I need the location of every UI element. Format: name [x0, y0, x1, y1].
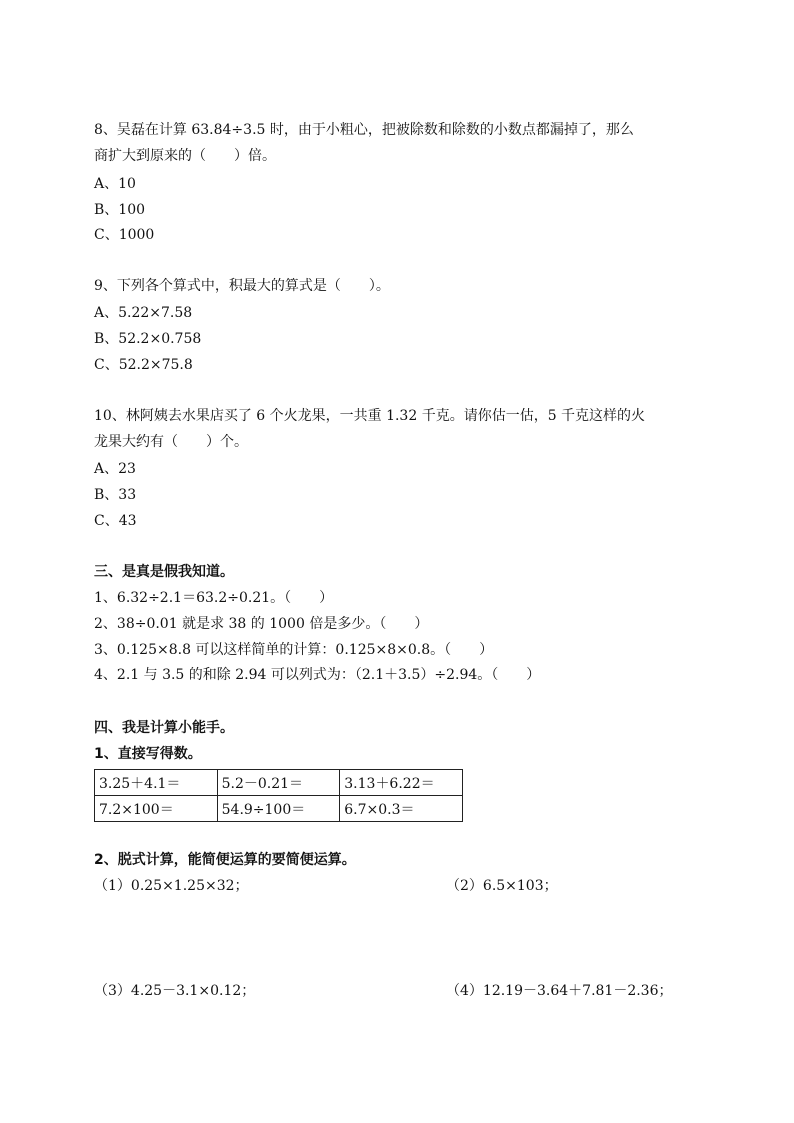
- tf-item-2: 2、38÷0.01 就是求 38 的 1000 倍是多少。（ ）: [94, 616, 429, 632]
- tf-item-3: 3、0.125×8.8 可以这样简单的计算：0.125×8×0.8。（ ）: [94, 642, 494, 658]
- problem-1: （1）0.25×1.25×32；: [94, 878, 249, 894]
- q10-stem-line2: 龙果大约有（ ）个。: [94, 434, 248, 450]
- table-row: [95, 796, 463, 822]
- q10-stem-line1: 10、林阿姨去水果店买了 6 个火龙果，一共重 1.32 千克。请你估一估，5 千克这样的火: [94, 408, 646, 424]
- q10-option-a: A、23: [94, 461, 136, 477]
- q10-option-c: C、43: [94, 513, 137, 529]
- section4-sub1: 1、直接写得数。: [94, 746, 202, 762]
- q8-stem-line1: 8、吴磊在计算 63.84÷3.5 时，由于小粗心，把被除数和除数的小数点都漏掉了，那么: [94, 122, 634, 138]
- q8-option-a: A、10: [94, 176, 136, 192]
- tf-item-1: 1、6.32÷2.1＝63.2÷0.21。（ ）: [94, 590, 334, 606]
- tf-item-4: 4、2.1 与 3.5 的和除 2.94 可以列式为：（2.1＋3.5）÷2.94。（ ）: [94, 667, 541, 683]
- section4-sub2: 2、脱式计算，能简便运算的要简便运算。: [94, 852, 356, 868]
- problem-2: （2）6.5×103；: [446, 878, 558, 894]
- q9-option-a: A、5.22×7.58: [94, 305, 193, 321]
- section3-title: 三、是真是假我知道。: [94, 564, 234, 580]
- q9-option-b: B、52.2×0.758: [94, 331, 202, 347]
- q10-option-b: B、33: [94, 487, 137, 503]
- q9-stem: 9、下列各个算式中，积最大的算式是（ ）。: [94, 278, 390, 294]
- table-cell: 5.2－0.21＝: [217, 770, 340, 796]
- table-cell: 54.9÷100＝: [217, 796, 340, 822]
- problem-4: （4）12.19－3.64＋7.81－2.36；: [446, 983, 673, 999]
- table-cell: 3.25＋4.1＝: [95, 770, 218, 796]
- section4-title: 四、我是计算小能手。: [94, 720, 234, 736]
- q8-option-c: C、1000: [94, 227, 155, 243]
- table-row: [95, 770, 463, 796]
- table-cell: 7.2×100＝: [95, 796, 218, 822]
- table-cell: 6.7×0.3＝: [340, 796, 463, 822]
- q8-stem-line2: 商扩大到原来的（ ）倍。: [94, 148, 276, 164]
- problem-3: （3）4.25－3.1×0.12；: [94, 983, 256, 999]
- mental-math-table: [94, 769, 463, 822]
- q9-option-c: C、52.2×75.8: [94, 357, 193, 373]
- table-cell: 3.13＋6.22＝: [340, 770, 463, 796]
- q8-option-b: B、100: [94, 202, 146, 218]
